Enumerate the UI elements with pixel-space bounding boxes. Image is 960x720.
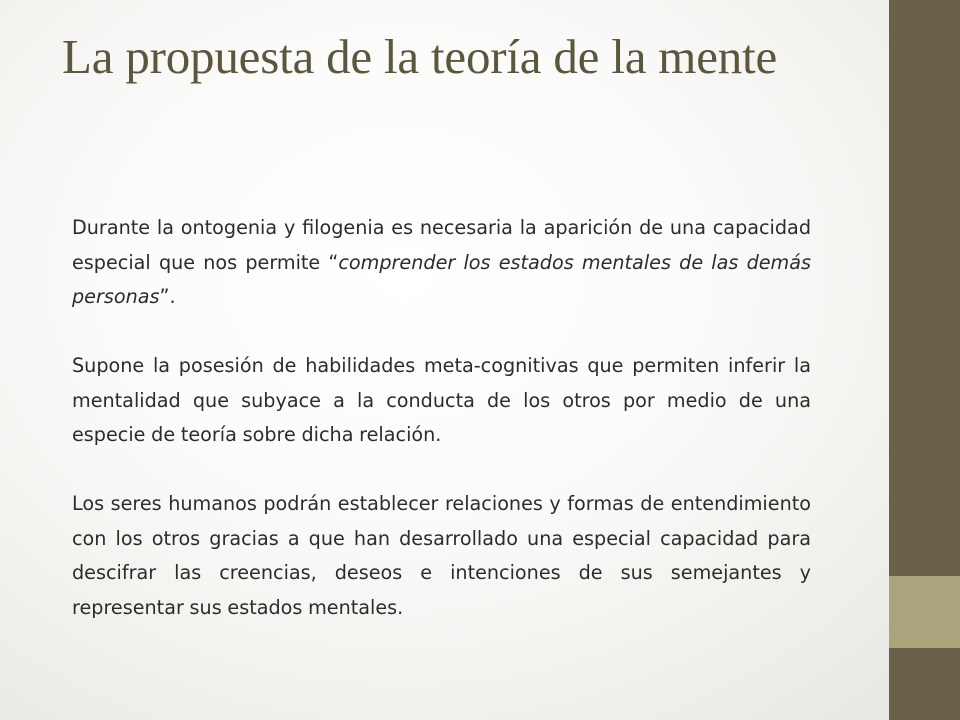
right-band-accent-block [889, 576, 960, 648]
body-paragraph-1-text-after: ”. [159, 285, 176, 308]
slide-body-text [72, 211, 811, 625]
body-paragraph-1-italic-quote: comprender los estados mentales de las demás personas [72, 250, 812, 308]
body-paragraph-1-text-before: Durante la ontogenia y filogenia es necesaria la aparición de una capacidad especial que nos permite “ [72, 216, 811, 274]
body-paragraph-1 [72, 211, 811, 315]
slide-title: La propuesta de la teoría de la mente [62, 29, 778, 84]
body-paragraph-2: Supone la posesión de habilidades meta-cognitivas que permiten inferir la mentalidad que subyace a la conducta de los otros por medio de una especie de teoría sobre dicha relación. [72, 354, 811, 446]
body-paragraph-3: Los seres humanos podrán establecer relaciones y formas de entendimiento con los otros gracias a que han desarrollado una especial capacidad para descifrar las creencias, deseos e intenciones de sus semejantes y representar sus estados mentales. [72, 492, 811, 619]
